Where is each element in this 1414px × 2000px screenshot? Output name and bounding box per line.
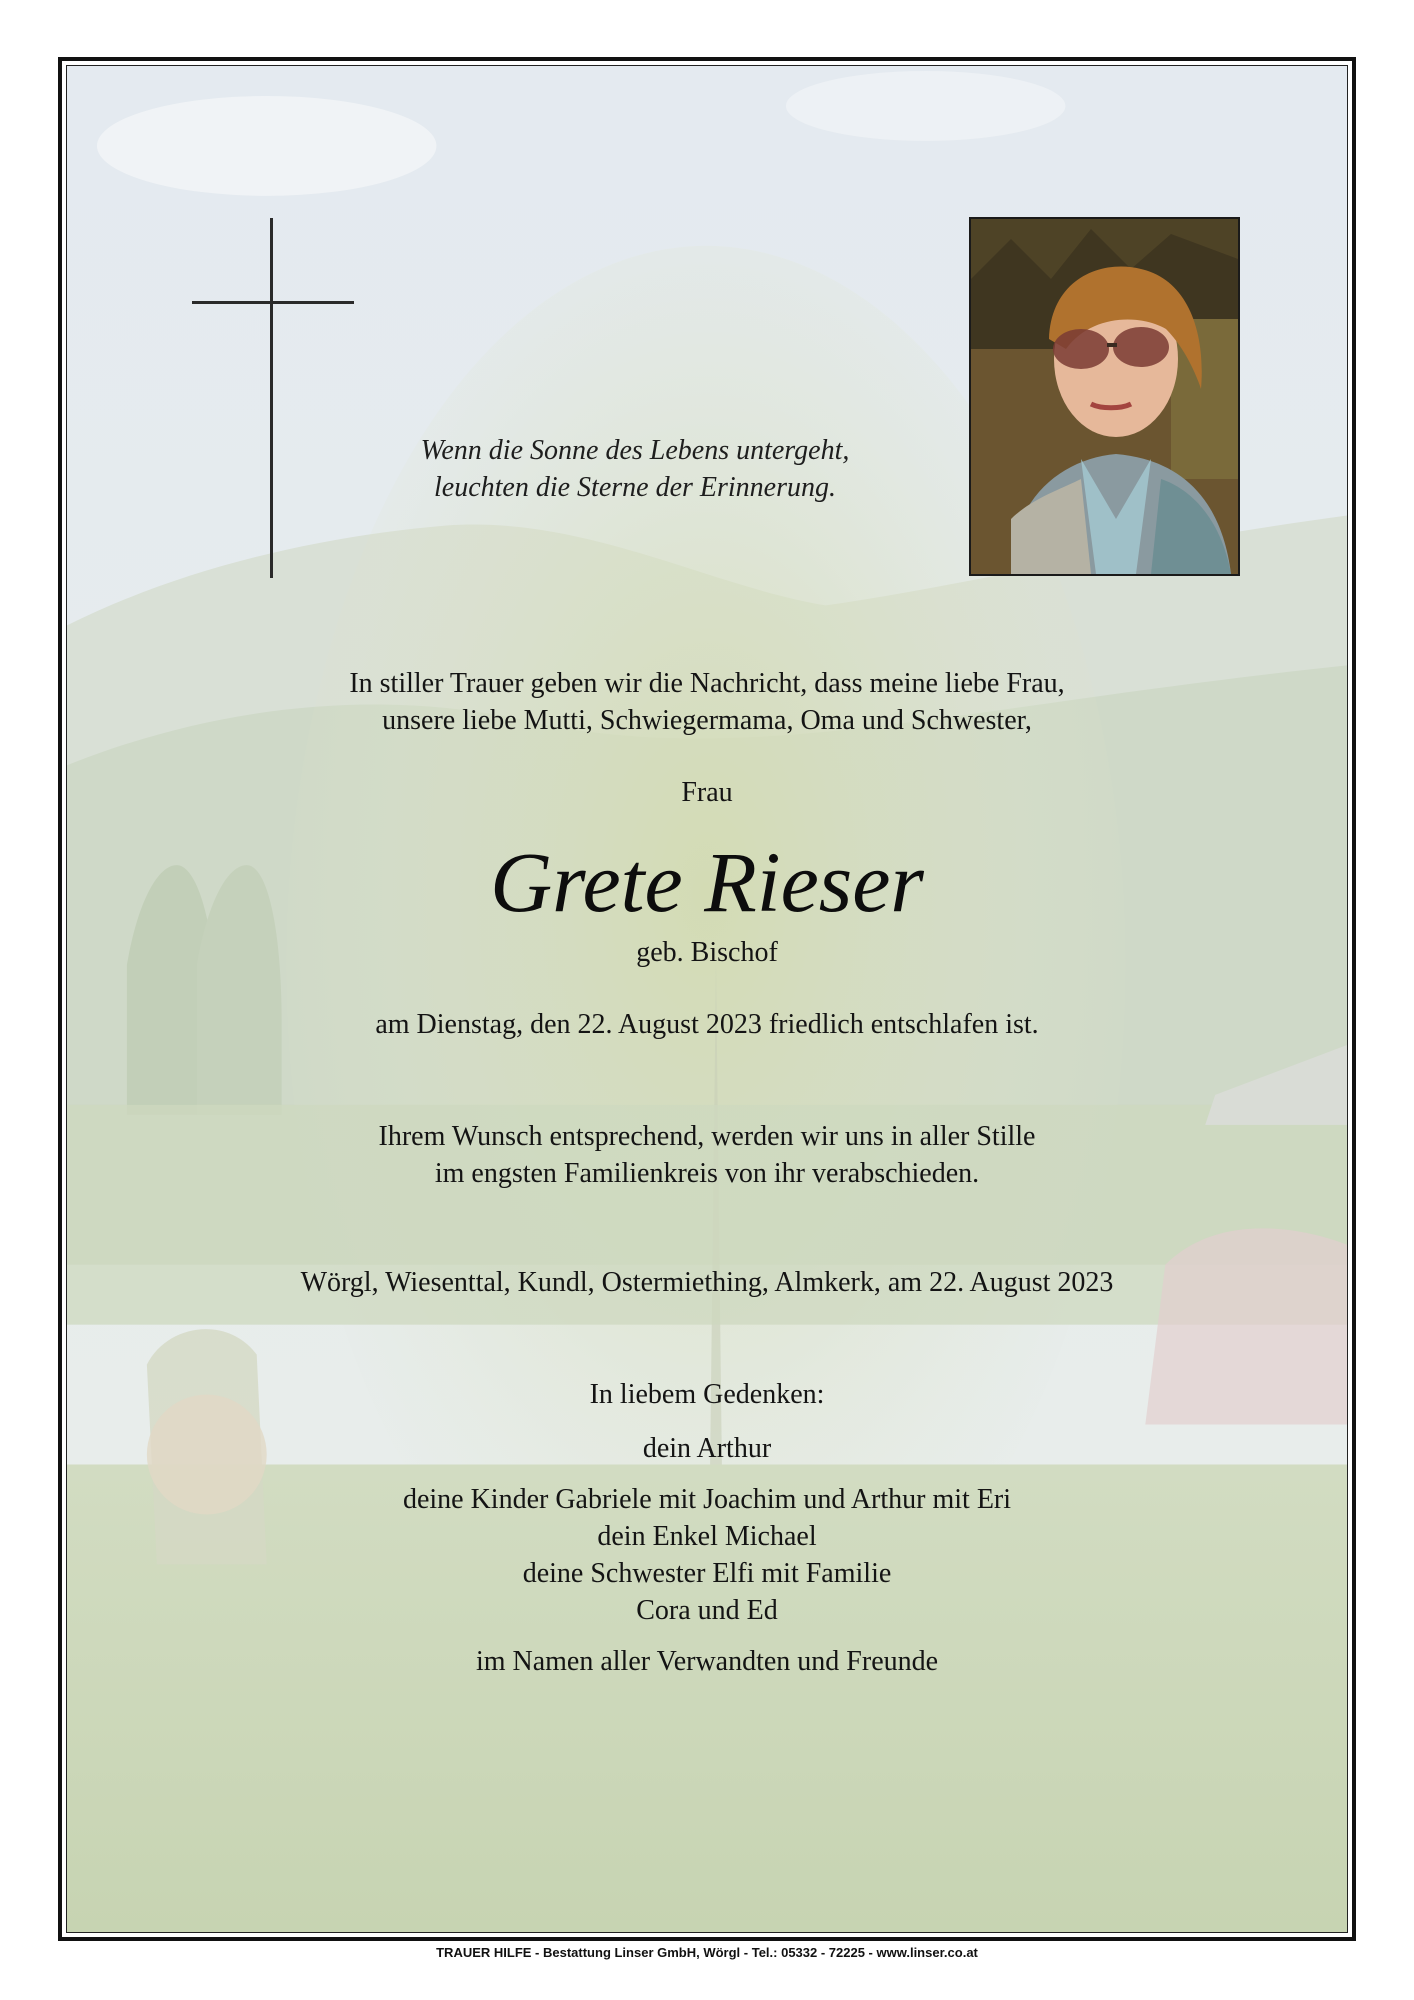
mourners-closing: im Namen aller Verwandten und Freunde <box>475 1646 939 1677</box>
wish-line-2: im engsten Familienkreis von ihr verabschieden. <box>434 1158 980 1189</box>
quote-line-1: Wenn die Sonne des Lebens untergeht, <box>420 435 850 466</box>
mourner-family-item: Cora und Ed <box>636 1595 778 1626</box>
footer-undertaker-info: TRAUER HILFE - Bestattung Linser GmbH, Wörgl - Tel.: 05332 - 72225 - www.linser.co.at <box>436 1945 978 1960</box>
deceased-name: Grete Rieser <box>490 834 924 930</box>
mourner-family-list <box>66 1481 1348 1629</box>
portrait-photo <box>969 217 1240 576</box>
mourner-family-item: dein Enkel Michael <box>597 1521 817 1552</box>
mourner-family-item: deine Kinder Gabriele mit Joachim und Arthur mit Eri <box>402 1484 1012 1515</box>
wish-line-1: Ihrem Wunsch entsprechend, werden wir uns in aller Stille <box>378 1121 1036 1152</box>
cross-icon <box>192 218 354 578</box>
mourners-heading: In liebem Gedenken: <box>589 1379 825 1410</box>
mourner-spouse: dein Arthur <box>642 1433 772 1464</box>
mourner-family-item: deine Schwester Elfi mit Familie <box>522 1558 892 1589</box>
cross-vertical-bar <box>270 218 273 578</box>
death-statement: am Dienstag, den 22. August 2023 friedlich entschlafen ist. <box>375 1009 1039 1040</box>
announcement <box>66 665 1348 739</box>
announcement-line-1: In stiller Trauer geben wir die Nachricht, dass meine liebe Frau, <box>349 668 1065 699</box>
deceased-title: Frau <box>681 777 733 808</box>
quote <box>280 432 990 506</box>
farewell-wish <box>66 1118 1348 1192</box>
announcement-line-2: unsere liebe Mutti, Schwiegermama, Oma und Schwester, <box>382 705 1032 736</box>
maiden-name: geb. Bischof <box>636 937 778 968</box>
quote-line-2: leuchten die Sterne der Erinnerung. <box>433 472 836 503</box>
cross-horizontal-bar <box>192 301 354 304</box>
place-and-date: Wörgl, Wiesenttal, Kundl, Ostermiething, Almkerk, am 22. August 2023 <box>300 1267 1114 1298</box>
